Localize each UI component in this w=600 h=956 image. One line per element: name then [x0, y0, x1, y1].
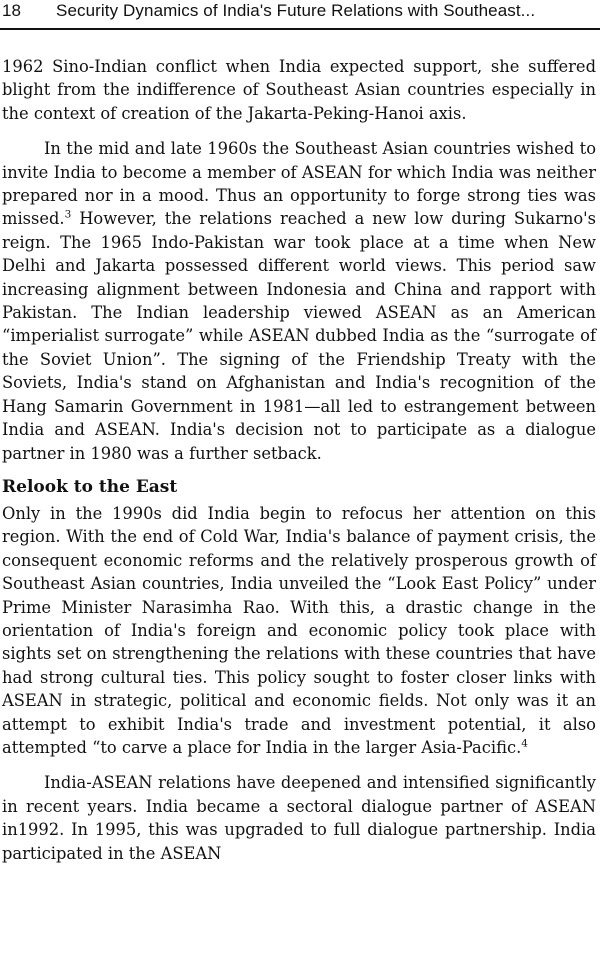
paragraph	[2, 55, 596, 125]
page-number: 18	[2, 1, 21, 20]
paragraph-text: Only in the 1990s did India begin to refocus her attention on this region. With the end of Cold War, India's balance of payment crisis, the consequent economic reforms and the relatively prosperous growth of Southeast Asian countries, India unveiled the “Look East Policy” under Prime Minister Narasimha Rao. With this, a drastic change in the orientation of India's foreign and economic policy took place with sights set on strengthening the relations with these countries that have had strong cultural ties. This policy sought to foster closer links with ASEAN in strategic, political and economic fields. Not only was it an attempt to exhibit India's trade and investment potential, it also attempted “to carve a place for India in the larger Asia-Pacific.	[2, 503, 596, 757]
paragraph-text: However, the relations reached a new low during Sukarno's reign. The 1965 Indo-Pakistan war took place at a time when New Delhi and Jakarta possessed different world views. This period saw increasing alignment between Indonesia and China and rapport with Pakistan. The Indian leadership viewed ASEAN as an American “imperialist surrogate” while ASEAN dubbed India as the “surrogate of the Soviet Union”. The signing of the Friendship Treaty with the Soviets, India's stand on Afghanistan and India's recognition of the Hang Samarin Government in 1981—all led to estrangement between India and ASEAN. India's decision not to participate as a dialogue partner in 1980 was a further setback.	[2, 209, 596, 463]
paragraph-text: In the mid and late 1960s the Southeast Asian countries wished to invite India to become a member of ASEAN for which India was neither prepared nor in a mood. Thus an opportunity to forge strong ties was missed.	[2, 139, 596, 229]
paragraph-text: 1962 Sino-Indian conflict when India expected support, she suffered blight from the indifference of Southeast Asian countries especially in the context of creation of the Jakarta-Peking-Hanoi axis.	[2, 57, 596, 123]
paragraph-text: India-ASEAN relations have deepened and intensified significantly in recent years. India became a sectoral dialogue partner of ASEAN in1992. In 1995, this was upgraded to full dialogue partnership. India participated in the ASEAN	[2, 773, 596, 863]
paragraph	[2, 771, 596, 865]
paragraph	[2, 137, 596, 465]
running-title: Security Dynamics of India's Future Relations with Southeast...	[56, 1, 536, 20]
footnote-ref: 4	[521, 737, 528, 750]
section-heading: Relook to the East	[2, 476, 178, 497]
page-header	[0, 0, 600, 30]
footnote-ref: 3	[64, 209, 72, 222]
body-text	[2, 55, 596, 865]
paragraph	[2, 502, 596, 759]
